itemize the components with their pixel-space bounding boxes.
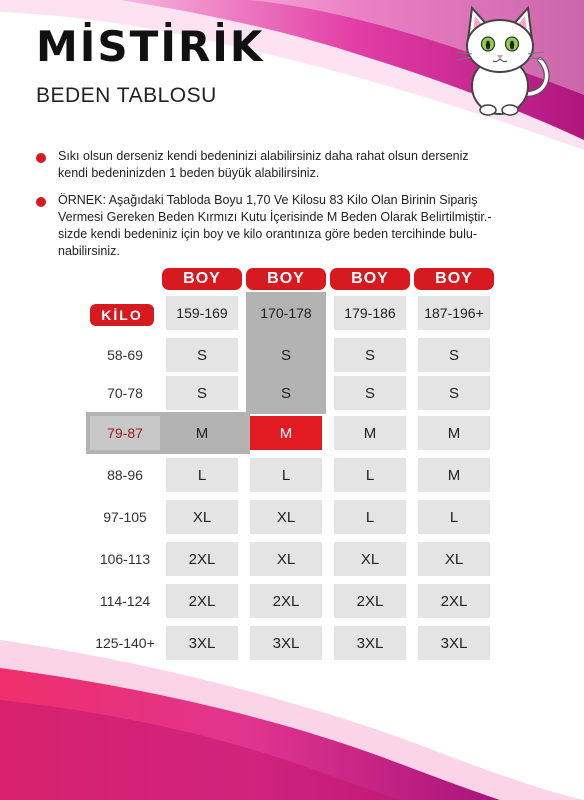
- size-cell: S: [250, 338, 322, 372]
- size-cell: XL: [166, 500, 238, 534]
- size-cell: XL: [250, 500, 322, 534]
- size-cell: S: [418, 376, 490, 410]
- size-cell: S: [334, 376, 406, 410]
- size-cell: L: [166, 458, 238, 492]
- brand-logo: MİSTİRİK: [36, 22, 265, 71]
- page-subtitle: BEDEN TABLOSU: [36, 84, 217, 107]
- height-range: 170-178: [250, 296, 322, 330]
- size-cell: XL: [418, 542, 490, 576]
- size-cell: S: [418, 338, 490, 372]
- red-dot-icon: [36, 197, 46, 207]
- white-cat-icon: [448, 2, 558, 120]
- size-cell: S: [166, 338, 238, 372]
- height-range: 159-169: [166, 296, 238, 330]
- height-range: 179-186: [334, 296, 406, 330]
- weight-range: 58-69: [107, 347, 143, 363]
- selected-size-cell: M: [250, 416, 322, 450]
- size-cell: S: [334, 338, 406, 372]
- weight-range: 125-140+: [95, 635, 155, 651]
- size-cell: 3XL: [166, 626, 238, 660]
- size-cell: 2XL: [250, 584, 322, 618]
- boy-header: BOY: [330, 268, 410, 290]
- boy-header: BOY: [246, 268, 326, 290]
- size-cell: M: [166, 416, 238, 450]
- size-cell: XL: [334, 542, 406, 576]
- weight-range: 70-78: [107, 385, 143, 401]
- size-cell: M: [334, 416, 406, 450]
- boy-header: BOY: [162, 268, 242, 290]
- weight-range: 114-124: [99, 593, 151, 609]
- size-cell: XL: [250, 542, 322, 576]
- size-cell: 2XL: [166, 584, 238, 618]
- size-cell: 3XL: [334, 626, 406, 660]
- size-cell: 3XL: [418, 626, 490, 660]
- weight-range: 106-113: [99, 551, 151, 567]
- boy-header: BOY: [414, 268, 494, 290]
- kilo-header: KİLO: [90, 304, 154, 326]
- size-cell: M: [418, 416, 490, 450]
- note-fit: Sıkı olsun derseniz kendi bedeninizi alabilirsiniz daha rahat olsun derseniz kendi bedeninizden 1 beden büyük alabilirsiniz.: [58, 149, 469, 180]
- note-example: ÖRNEK: Aşağıdaki Tabloda Boyu 1,70 Ve Kilosu 83 Kilo Olan Birinin Sipariş Vermesi Gereken Beden Kırmızı Kutu İçerisinde M Beden Olarak Belirtilmiştir.- sizde kendi bedeniniz için boy ve kilo orantınıza göre beden tercihinde bulu- nabilirsiniz.: [58, 193, 492, 258]
- size-cell: S: [166, 376, 238, 410]
- size-cell: 3XL: [250, 626, 322, 660]
- size-cell: L: [334, 500, 406, 534]
- size-cell: 2XL: [166, 542, 238, 576]
- red-dot-icon: [36, 153, 46, 163]
- size-cell: 2XL: [334, 584, 406, 618]
- size-cell: M: [418, 458, 490, 492]
- size-cell: 2XL: [418, 584, 490, 618]
- weight-range: 88-96: [107, 467, 143, 483]
- size-cell: L: [418, 500, 490, 534]
- weight-range: 79-87: [90, 416, 160, 450]
- weight-range: 97-105: [103, 509, 147, 525]
- size-cell: L: [334, 458, 406, 492]
- height-range: 187-196+: [418, 296, 490, 330]
- size-cell: L: [250, 458, 322, 492]
- size-cell: S: [250, 376, 322, 410]
